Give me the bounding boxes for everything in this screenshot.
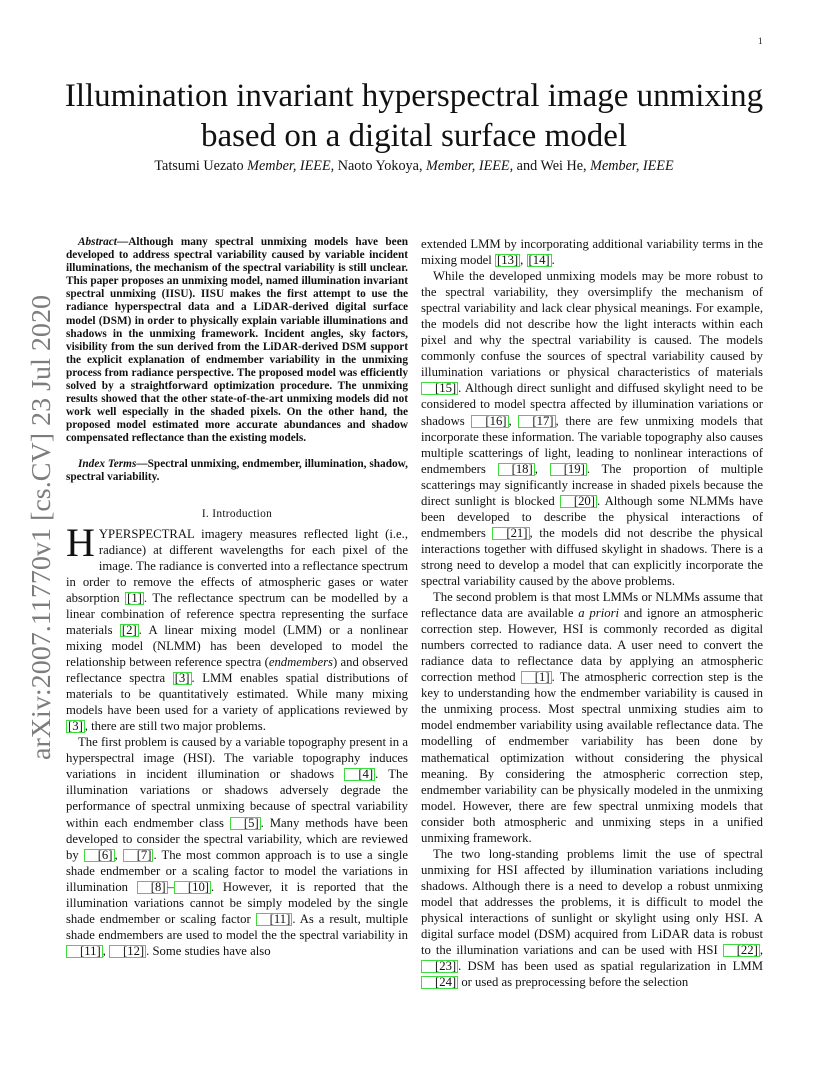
citation-link[interactable]: [11] [256,913,293,926]
citation-link[interactable]: [8] [137,881,168,894]
paragraph-text: . However, it is reported that the illumination variations cannot be simply modeled by the single shade endmember or scaling factor [66,879,408,926]
author-1-membership: Member, IEEE, [247,158,335,174]
citation-link[interactable]: [17] [518,415,555,428]
intro-paragraph-3 [421,268,763,589]
citation-link[interactable]: [6] [84,849,115,862]
paragraph-text: . DSM has been used as spatial regularization in LMM [458,959,763,974]
citation-link[interactable]: [24] [421,976,458,989]
citation-separator: , [508,413,519,428]
citation-link[interactable]: [23] [421,960,458,973]
title-line-1: Illumination invariant hyperspectral image unmixing [64,78,764,114]
paper-title [50,76,778,156]
citation-separator: , [520,253,527,268]
paragraph-text: , there are few unmixing models that incorporate these information. The variable topography also causes multiple scatterings of light, leading to nonlinear interactions of endmembers [421,413,763,476]
citation-link[interactable]: [2] [121,622,137,637]
abstract-text: —Although many spectral unmixing models have been developed to address spectral variability caused by variable incident illuminations, the mechanism of the spectral variability is still unclear. This paper proposes an unmixing model, named illumination invariant spectral unmixing (IISU). IISU makes the first attempt to use the radiance hyperspectral data and a LiDAR-derived digital surface model (DSM) in order to physically explain variable illuminations and shadows in the unmixing framework. Incident angles, sky factors, visibility from the sun derived from the LiDAR-derived DSM support the explicit explanation of endmember variability in the unmixing process from radiance perspective. The proposed model was efficiently solved by a straightforward optimization procedure. The unmixing results showed that the other state-of-the-art unmixing models did not work well especially in the shaded pixels. On the other hand, the proposed model estimated more accurate abundances and shadow compensated reflectance than the existing models. [66,236,408,445]
paragraph-text: . The reflectance spectrum can be modelled by a linear combination of reference spectra representing the surface materials [66,590,408,637]
paragraph-text: . The most common approach is to use a single shade endmember or a scaling factor to model the variations in illumination [66,847,409,894]
citation-link[interactable]: [3] [68,719,83,734]
intro-paragraph-1 [66,519,408,735]
author-3-membership: Member, IEEE [590,158,674,174]
citation-link[interactable]: [22] [723,944,760,957]
paragraph-text: YPERSPECTRAL imagery measures reflected light (i.e., radiance) at different wavelengths for each pixel of the image. The radiance is converted into a reflectance spectrum in order to remove the effects of atmospheric gases or water absorption [66,526,408,605]
citation-link[interactable]: [1] [127,590,142,605]
paragraph-text: The two long-standing problems limit the use of spectral unmixing for HSI affected by illumination variations including shadows. Although there is a need to develop a robust unmixing model that addresses the problems, it is difficult to model the physical interactions of sunlight or skylight using only HSI. A digital surface model (DSM) acquired from LiDAR data is robust to the illumination variations and can be used with HSI [421,846,763,958]
emphasis-text: a priori [578,606,620,621]
paragraph-text: , the models did not describe the physical interactions together with diffused skylight in shadows. There is a strong need to develop a model that can explicitly incorporate the spectral variability caused by the above problems. [421,525,763,588]
abstract [66,236,408,446]
abstract-label: Abstract [78,236,117,248]
paragraph-text: . As a result, multiple shade endmembers are used to model the the spectral variability in [66,911,408,942]
citation-link[interactable]: [3] [174,671,190,686]
intro-paragraph-5 [421,846,763,990]
citation-separator: , [102,943,110,958]
citation-link[interactable]: [1] [521,671,552,684]
paragraph-text: . The illumination variations or shadows adversely degrade the performance of spectral unmixing because of spectral variability within each endmember class [66,767,408,830]
paragraph-text: While the developed unmixing models may be more robust to the spectral variability, they oversimplify the mechanism of spectral variability and lack clear physical meanings. For example, the models did not describe how the light interacts within each pixel and why the spectral variability is caused. The models commonly confuse the sources of spectral variability caused by illumination variations or physical characteristics of materials [421,269,763,380]
paragraph-text: . [551,253,555,268]
page-number: 1 [758,36,763,46]
citation-separator: , [114,847,123,862]
citation-link[interactable]: [19] [550,463,587,476]
citation-link[interactable]: [11] [66,945,103,958]
author-3: and Wei He, [516,158,587,174]
author-2: Naoto Yokoya, [337,158,423,174]
citation-link[interactable]: [16] [471,415,508,428]
arxiv-stamp-graphic [12,295,60,765]
citation-separator: – [167,879,174,894]
right-column [421,236,763,990]
citation-link[interactable]: [20] [560,495,597,508]
intro-paragraph-2 [66,734,408,959]
citation-link[interactable]: [12] [109,945,146,958]
citation-link[interactable]: [18] [498,463,535,476]
arxiv-stamp [12,295,60,765]
paragraph-text: . Although direct sunlight and diffused skylight need to be considered to model spectra affected by illumination variations or shadows [421,381,763,428]
citation-separator: , [534,461,550,476]
author-list [50,158,778,175]
paragraph-text: . Although some NLMMs have been developed to describe the physical interactions of endmembers [421,493,763,540]
citation-link[interactable]: [4] [344,768,375,781]
paragraph-text: . LMM enables spatial distributions of materials to be quantitatively estimated. While many mixing models have been used for a variety of applications reviewed by [66,671,408,718]
left-column [66,236,408,959]
index-terms-text: —Spectral unmixing, endmember, illumination, shadow, spectral variability. [66,457,408,483]
index-terms [66,458,408,484]
paragraph-text: . The atmospheric correction step is the key to understanding how the endmember variability is caused in the unmixing process. Most spectral unmixing studies aim to model endmember variability using available reflectance data. The modelling of endmember variability has been done by mathematical optimization without considering the physical meaning. By considering the atmospheric correction step, endmember variability can be physically modeled in the unmixing model. However, there are few spectral unmixing models that consider both atmospheric and unmixing steps in a unified unmixing framework. [421,670,764,845]
paragraph-text: and ignore an atmospheric correction step. However, HSI is commonly recorded as digital numbers corrected to radiance data. A user need to convert the radiance data to reflectance data by applying an atmospheric correction method [421,606,763,685]
paragraph-text: . A linear mixing model (LMM) or a nonlinear mixing model (NLMM) has been developed to model the relationship between reference spectra ( [66,622,408,670]
intro-paragraph-continued [421,236,763,268]
section-heading-introduction: I. Introduction [201,507,273,520]
paragraph-text: . Some studies have also [146,943,271,958]
paragraph-text: ) and observed reflectance spectra [66,655,408,686]
emphasis-text: endmembers [268,655,333,670]
author-1: Tatsumi Uezato [154,158,244,174]
paragraph-text: . The proportion of multiple scatterings may significantly increase in shaded pixels because the direct sunlight is blocked [421,461,764,508]
author-2-membership: Member, IEEE, [426,158,514,174]
drop-cap: H [66,519,95,565]
paragraph-text: , there are still two major problems. [84,719,266,734]
intro-paragraph-4 [421,589,763,846]
citation-link[interactable]: [5] [230,817,261,830]
arxiv-stamp-text: arXiv:2007.11770v1 [cs.CV] 23 Jul 2020 [26,312,56,760]
citation-link[interactable]: [21] [492,527,529,540]
paragraph-text: . Many methods have been developed to consider the spectral variability, which are reviewed by [66,815,408,862]
citation-separator: , [759,943,763,958]
paragraph-text: or used as preprocessing before the selection [458,975,689,990]
paragraph-text: extended LMM by incorporating additional variability terms in the mixing model [421,237,763,268]
title-line-2: based on a digital surface model [200,118,628,154]
citation-link[interactable]: [7] [123,849,154,862]
citation-link[interactable]: [13] [497,253,519,268]
citation-link[interactable]: [10] [174,881,211,894]
citation-link[interactable]: [15] [421,382,458,395]
paragraph-text: The first problem is caused by a variable topography present in a hyperspectral image (HSI). The variable topography induces variations in incident illumination or shadows [66,735,408,782]
citation-link[interactable]: [14] [528,253,550,268]
paragraph-text: The second problem is that most LMMs or NLMMs assume that reflectance data are available [421,590,763,621]
index-terms-label: Index Terms [78,457,137,470]
